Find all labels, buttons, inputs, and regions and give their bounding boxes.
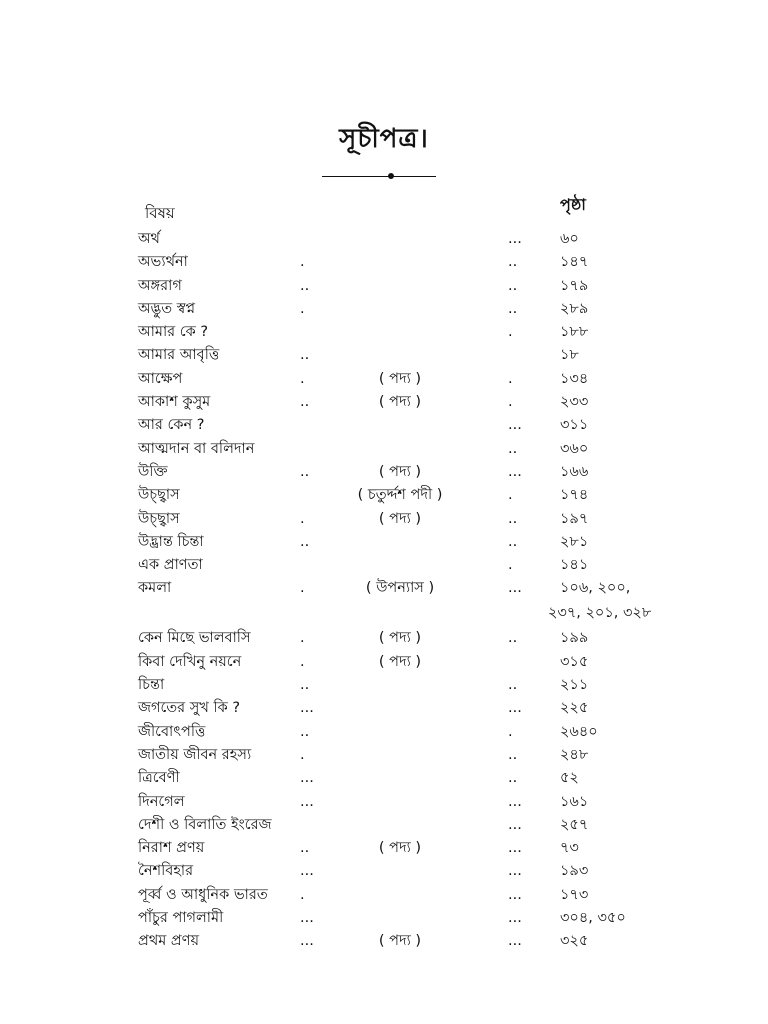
toc-leader-dots: ... <box>508 417 522 434</box>
toc-leader-dots: ... <box>508 840 522 857</box>
toc-row <box>0 298 768 321</box>
toc-entry-title: অর্থ <box>138 231 160 247</box>
toc-row <box>0 860 768 883</box>
toc-entry-note: ( পদ্য ) <box>378 840 422 857</box>
toc-entry-title: আমার আবৃত্তি <box>138 347 220 364</box>
toc-page-number: ১৯৩ <box>560 863 589 880</box>
toc-leader-dots: ... <box>508 700 522 717</box>
toc-leader-dots: ... <box>508 793 522 810</box>
toc-page-number: ৩১৫ <box>560 653 589 670</box>
toc-entry-title: নৈশবিহার <box>138 863 194 880</box>
toc-leader-dots: ... <box>508 886 522 903</box>
toc-row <box>0 508 768 531</box>
toc-row <box>0 767 768 790</box>
toc-row <box>0 814 768 837</box>
toc-leader-dots: .. <box>300 533 310 550</box>
toc-leader-dots: .. <box>508 300 518 317</box>
toc-page-number: ৩১১ <box>560 417 589 434</box>
title-rule-ornament <box>388 173 394 179</box>
toc-leader-dots: . <box>508 723 513 740</box>
toc-entry-title: অদ্ভুত স্বপ্ন <box>138 300 196 317</box>
toc-leader-dots: . <box>300 580 305 597</box>
toc-page-number: ৩২৫ <box>560 933 589 950</box>
toc-leader-dots: .. <box>508 533 518 550</box>
toc-page-number: ১৪১ <box>560 557 589 574</box>
toc-page-number: ৩৬০ <box>560 440 589 457</box>
toc-entry-title: চিন্তা <box>138 677 165 694</box>
toc-page-number: ৫২ <box>560 770 579 787</box>
toc-leader-dots: ... <box>508 580 522 597</box>
toc-page-number: ১৯৭ <box>560 510 589 527</box>
toc-entry-title: দেশী ও বিলাতি ইংরেজ <box>138 816 272 833</box>
toc-entry-title: পাঁচুর পাগলামী <box>138 910 224 927</box>
toc-leader-dots: .. <box>508 630 518 647</box>
toc-entry-title: জাতীয় জীবন রহস্য <box>138 746 252 763</box>
toc-leader-dots: ... <box>508 863 522 880</box>
toc-leader-dots: . <box>300 653 305 670</box>
toc-leader-dots: .. <box>300 277 310 294</box>
toc-entry-title: আমার কে ? <box>138 324 209 341</box>
toc-entry-note: ( পদ্য ) <box>378 370 422 387</box>
toc-row <box>0 251 768 274</box>
toc-page-number: ৭৩ <box>560 840 579 857</box>
toc-page-number: ২৪৮ <box>560 746 589 763</box>
toc-entry-note: ( পদ্য ) <box>378 510 422 527</box>
toc-entry-title: আক্ষেপ <box>138 370 183 387</box>
toc-leader-dots: .. <box>508 677 518 694</box>
toc-leader-dots: ... <box>300 700 314 717</box>
title-rule <box>322 176 436 177</box>
toc-row <box>0 697 768 720</box>
toc-leader-dots: .. <box>508 277 518 294</box>
toc-row <box>0 414 768 437</box>
toc-page-number: ২৮৯ <box>560 300 589 317</box>
toc-entry-note: ( পদ্য ) <box>378 653 422 670</box>
toc-leader-dots: ... <box>508 816 522 833</box>
toc-page-number: ১৭৯ <box>560 277 589 294</box>
toc-page-number: ১৩৪ <box>560 370 589 387</box>
toc-page-number: ২৫৭ <box>560 816 589 833</box>
toc-row <box>0 930 768 953</box>
toc-leader-dots: ... <box>300 933 314 950</box>
toc-leader-dots: .. <box>300 463 310 480</box>
toc-leader-dots: . <box>508 370 513 387</box>
toc-row <box>0 627 768 650</box>
toc-leader-dots: .. <box>508 254 518 271</box>
toc-entry-note: ( পদ্য ) <box>378 394 422 411</box>
toc-row <box>0 275 768 298</box>
toc-leader-dots: ... <box>508 231 522 247</box>
toc-row <box>0 837 768 860</box>
toc-page-number: ১৪৭ <box>560 254 589 271</box>
page-column-header: পৃষ্ঠা <box>560 195 586 214</box>
toc-row <box>0 391 768 414</box>
toc-row <box>0 531 768 554</box>
toc-entry-title: ত্রিবেণী <box>138 770 180 787</box>
toc-leader-dots: .. <box>508 510 518 527</box>
toc-row <box>0 651 768 674</box>
toc-row <box>0 721 768 744</box>
toc-entry-title: উদ্ভ্রান্ত চিন্তা <box>138 533 204 550</box>
toc-row <box>0 744 768 767</box>
toc-leader-dots: .. <box>300 677 310 694</box>
toc-leader-dots: . <box>508 487 513 504</box>
toc-page-number: ২৮১ <box>560 533 589 550</box>
toc-entry-title: উচ্ছ্বাস <box>138 487 180 504</box>
toc-page-number: ১৬১ <box>560 793 589 810</box>
toc-entry-note: ( পদ্য ) <box>378 463 422 480</box>
toc-leader-dots: ... <box>508 933 522 950</box>
toc-entry-note: ( পদ্য ) <box>378 933 422 950</box>
toc-entry-title: অভ্যর্থনা <box>138 254 188 271</box>
toc-page-number: ১৮৮ <box>560 324 589 341</box>
toc-page-number: ১৭৪ <box>560 487 589 504</box>
toc-entry-title: কেন মিছে ভালবাসি <box>138 630 251 647</box>
toc-page-number: ২২৫ <box>560 700 589 717</box>
toc-page-number: ১৭৩ <box>560 886 589 903</box>
toc-leader-dots: ... <box>300 770 314 787</box>
toc-leader-dots: . <box>300 370 305 387</box>
toc-leader-dots: ... <box>300 793 314 810</box>
toc-entry-title: প্রথম প্রণয় <box>138 933 200 950</box>
toc-leader-dots: . <box>300 300 305 317</box>
toc-leader-dots: . <box>300 886 305 903</box>
toc-row <box>0 907 768 930</box>
toc-row <box>0 884 768 907</box>
toc-entry-title: অঙ্গরাগ <box>138 277 182 294</box>
toc-leader-dots: ... <box>508 910 522 927</box>
toc-page-number: ১৯৯ <box>560 630 589 647</box>
toc-leader-dots: . <box>300 510 305 527</box>
toc-row <box>0 674 768 697</box>
toc-leader-dots: . <box>300 630 305 647</box>
subject-column-header: বিষয় <box>145 204 175 222</box>
toc-leader-dots: .. <box>508 770 518 787</box>
toc-leader-dots: .. <box>508 440 518 457</box>
toc-entry-note: ( উপন্যাস ) <box>365 580 435 597</box>
toc-leader-dots: .. <box>300 347 310 364</box>
toc-leader-dots: .. <box>300 840 310 857</box>
toc-row <box>0 438 768 461</box>
toc-page-number: ২৬৪০ <box>560 723 598 740</box>
toc-page-number: ১০৬, ২০০, <box>560 580 631 597</box>
toc-leader-dots: ... <box>300 863 314 880</box>
toc-entry-title: কমলা <box>138 580 172 597</box>
toc-leader-dots: ... <box>508 463 522 480</box>
toc-entry-title: উক্তি <box>138 463 168 480</box>
toc-row <box>0 321 768 344</box>
toc-page-number: ১৬৬ <box>560 463 589 480</box>
toc-leader-dots: . <box>508 557 513 574</box>
toc-page-number: ৩০৪, ৩৫০ <box>560 910 626 927</box>
toc-row <box>0 461 768 484</box>
toc-row <box>0 554 768 577</box>
toc-entry-title: পূর্ব্ব ও আধুনিক ভারত <box>138 886 268 903</box>
toc-entry-title: আকাশ কুসুম <box>138 394 211 411</box>
toc-leader-dots: . <box>508 324 513 341</box>
toc-entry-title: আর কেন ? <box>138 417 205 434</box>
toc-leader-dots: ... <box>300 910 314 927</box>
toc-page-number: ২১১ <box>560 677 589 694</box>
toc-entry-title: দিনগেল <box>138 793 185 810</box>
toc-entry-note: ( চতুর্দ্দশ পদী ) <box>357 487 443 504</box>
toc-row <box>0 228 768 251</box>
toc-entry-note: ( পদ্য ) <box>378 630 422 647</box>
toc-entry-title: উচ্ছ্বাস <box>138 510 180 527</box>
toc-page-number: ১৮ <box>560 347 579 364</box>
toc-entry-title: জীবোৎপত্তি <box>138 723 206 740</box>
toc-row <box>0 368 768 391</box>
toc-page-number: ৬০ <box>560 231 579 247</box>
toc-leader-dots: .. <box>300 723 310 740</box>
toc-page-number-continued: ২৩৭, ২০১, ৩২৮ <box>548 605 652 622</box>
toc-row <box>0 484 768 507</box>
table-of-contents <box>0 228 768 954</box>
toc-leader-dots: . <box>300 254 305 271</box>
toc-row <box>0 791 768 814</box>
toc-leader-dots: . <box>300 746 305 763</box>
toc-entry-title: কিবা দেখিনু নয়নে <box>138 653 242 670</box>
toc-entry-title: জগতের সুখ কি ? <box>138 700 241 717</box>
toc-row <box>0 344 768 367</box>
toc-row <box>0 577 768 627</box>
toc-entry-title: নিরাশ প্রণয় <box>138 840 205 857</box>
toc-leader-dots: .. <box>300 394 310 411</box>
toc-entry-title: এক প্রাণতা <box>138 557 203 574</box>
page-title: সূচীপত্র। <box>339 124 429 154</box>
toc-page-number: ২৩৩ <box>560 394 589 411</box>
toc-leader-dots: .. <box>508 746 518 763</box>
toc-entry-title: আত্মদান বা বলিদান <box>138 440 255 457</box>
toc-leader-dots: . <box>508 394 513 411</box>
